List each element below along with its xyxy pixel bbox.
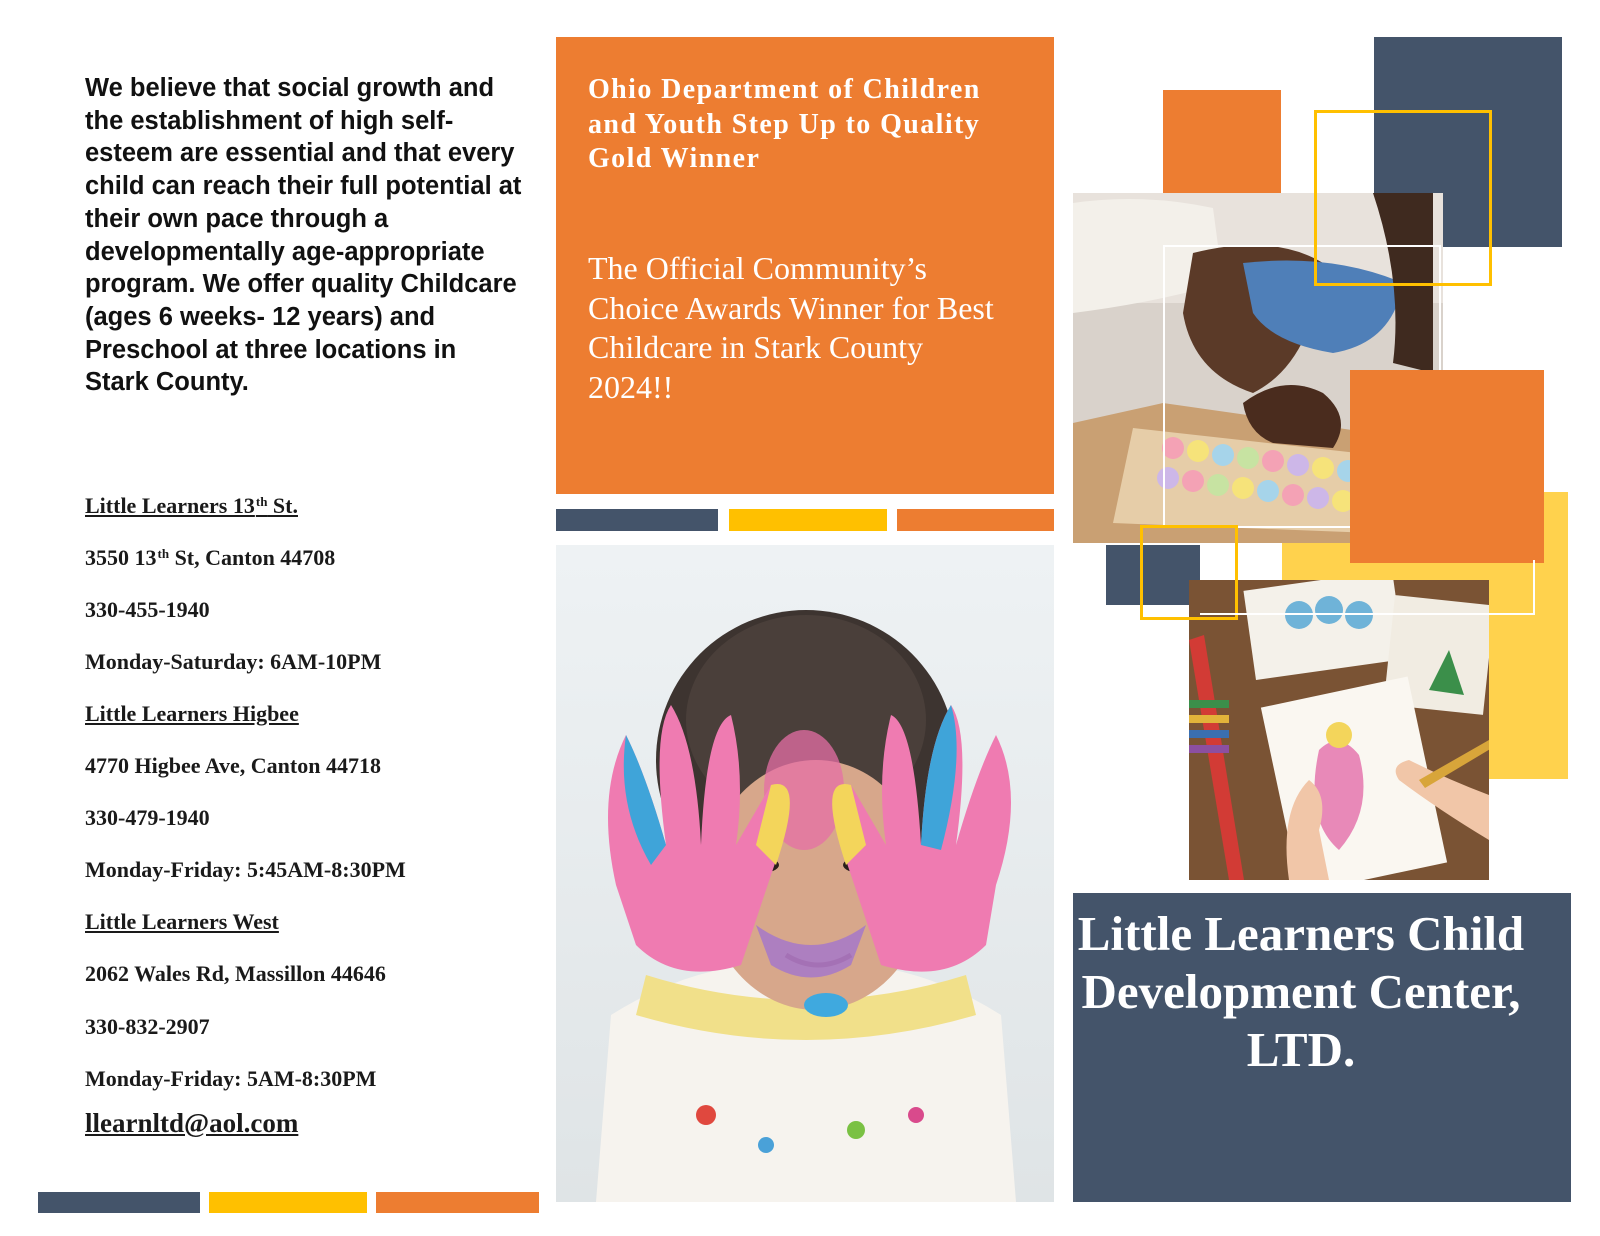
location-name-suffix: St. — [267, 493, 298, 518]
award-community-text: The Official Community’s Choice Awards Winner for Best Childcare in Stark County 2024!! — [588, 250, 994, 405]
location-hours-west: Monday-Friday: 5AM-8:30PM — [85, 1066, 377, 1091]
location-hours-13th-st: Monday-Saturday: 6AM-10PM — [85, 649, 382, 674]
children-drawing-photo — [1189, 580, 1489, 880]
child-painted-hands-photo — [556, 545, 1054, 1202]
location-name-west: Little Learners West — [85, 909, 279, 934]
address-suffix: St, Canton 44708 — [169, 545, 336, 570]
location-address-13th-st — [85, 545, 335, 571]
mission-statement: We believe that social growth and the establishment of high self-esteem are essential and that every child can reach their full potential at their own pace through a developmentally age-appropriate program. We offer quality Childcare (ages 6 weeks- 12 years) and Preschool at three locations in Stark County. — [85, 74, 522, 397]
ordinal-suffix: th — [255, 494, 268, 509]
location-name-higbee: Little Learners Higbee — [85, 701, 299, 726]
decor-square-orange-front — [1350, 370, 1544, 563]
email-link[interactable]: llearnltd@aol.com — [85, 1108, 299, 1138]
location-name-13th-st — [85, 493, 298, 519]
location-address-higbee: 4770 Higbee Ave, Canton 44718 — [85, 753, 381, 778]
accent-bar-orange — [376, 1192, 539, 1213]
center-title-panel — [1073, 893, 1571, 1202]
accent-bar-navy — [38, 1192, 200, 1213]
ordinal-suffix: th — [157, 546, 170, 561]
location-address-west: 2062 Wales Rd, Massillon 44646 — [85, 961, 386, 986]
location-phone-higbee: 330-479-1940 — [85, 805, 210, 830]
location-phone-west: 330-832-2907 — [85, 1014, 210, 1039]
location-name-prefix: Little Learners 13 — [85, 493, 255, 518]
award-ohio-text: Ohio Department of Children and Youth Step Up to Quality Gold Winner — [588, 74, 981, 174]
accent-bar-navy — [556, 509, 718, 531]
accent-bar-gold — [209, 1192, 367, 1213]
decor-outline-gold — [1314, 110, 1492, 286]
location-hours-higbee: Monday-Friday: 5:45AM-8:30PM — [85, 857, 406, 882]
location-phone-13th-st: 330-455-1940 — [85, 597, 210, 622]
center-title: Little Learners Child Development Center, LTD. — [1077, 906, 1525, 1077]
address-prefix: 3550 13 — [85, 545, 157, 570]
decor-outline-white-lower — [1200, 560, 1535, 615]
accent-bar-orange — [897, 509, 1054, 531]
accent-bar-gold — [729, 509, 887, 531]
award-panel — [556, 37, 1054, 494]
decor-square-orange — [1163, 90, 1281, 193]
